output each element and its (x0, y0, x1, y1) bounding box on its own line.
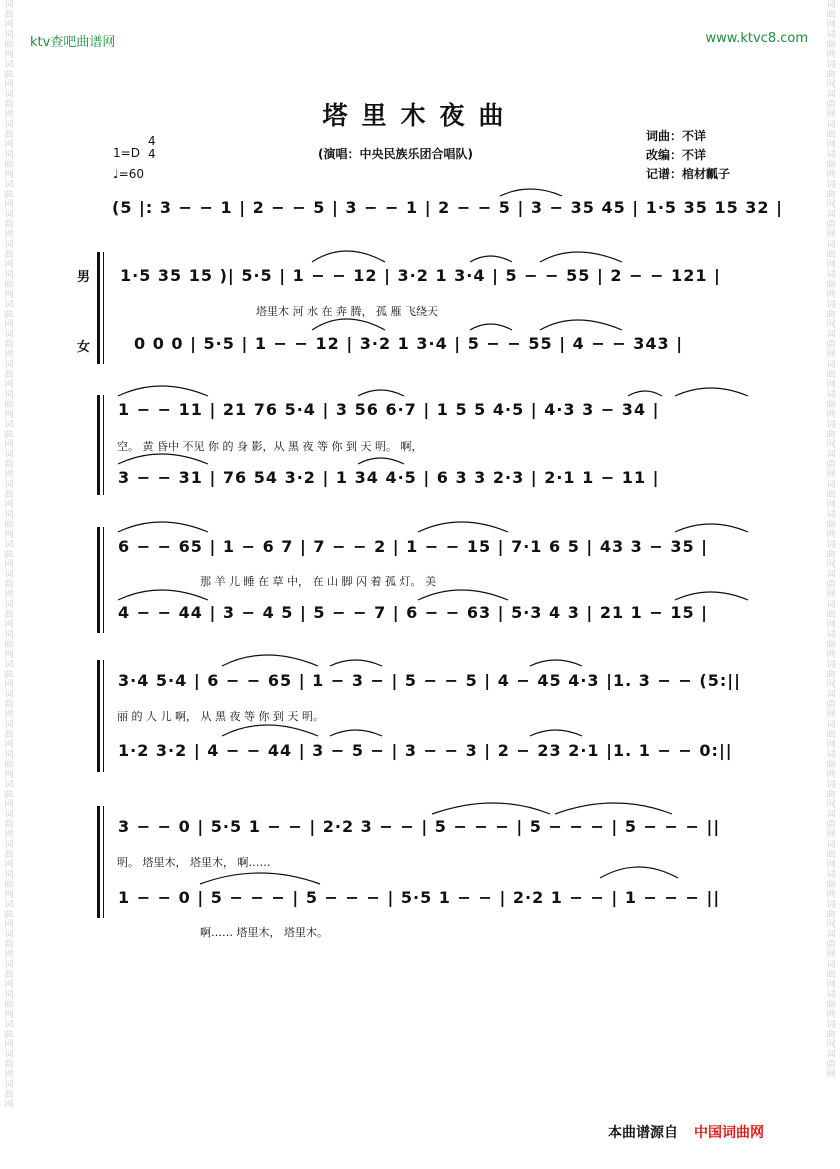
site-name-left[interactable]: ktv查吧曲谱网 (30, 35, 116, 50)
sys2-female-notes: 3 − − 31 | 76 54 3·2 | 1 34 4·5 | 6 3 3 2·3 | 2·1 1 − 11 | (118, 468, 660, 487)
sys2-male-notes: 1 − − 11 | 21 76 5·4 | 3 56 6·7 | 1 5 5 4·5 | 4·3 3 − 34 | (118, 400, 660, 419)
sys5-female-notes: 1 − − 0 | 5 − − − | 5 − − − | 5·5 1 − − | 2·2 1 − − | 1 − − − || (118, 888, 721, 907)
slur (418, 522, 508, 532)
slur (530, 730, 582, 736)
performer-line: (演唱：中央民族乐团合唱队) (318, 147, 473, 161)
slur (470, 324, 512, 330)
slur (530, 660, 582, 666)
slur (330, 660, 382, 666)
slur (118, 590, 208, 600)
lyricist: 词曲：不详 (646, 129, 707, 143)
slur (118, 522, 208, 532)
female-label: 女 (77, 340, 91, 355)
slur (418, 590, 508, 600)
tempo-marking: ♩=60 (113, 167, 144, 181)
sys4-male-notes: 3·4 5·4 | 6 − − 65 | 1 − 3 − | 5 − − 5 | 4 − 45 4·3 |1. 3 − − (5:|| (118, 671, 741, 690)
sys3-male-notes: 6 − − 65 | 1 − 6 7 | 7 − − 2 | 1 − − 15 | 7·1 6 5 | 43 3 − 35 | (118, 537, 709, 556)
slur (470, 256, 512, 262)
intro-notes: (5 |: 3 − − 1 | 2 − − 5 | 3 − − 1 | 2 − − 5 | 3 − 35 45 | 1·5 35 15 32 | (112, 198, 783, 217)
sys4-female-notes: 1·2 3·2 | 4 − − 44 | 3 − 5 − | 3 − − 3 | 2 − 23 2·1 |1. 1 − − 0:|| (118, 741, 733, 760)
slur (432, 803, 550, 814)
sys5-lyrics: 明。 塔里木， 塔里木， 啊…… (117, 856, 271, 869)
slur (222, 655, 318, 666)
sys4-lyrics: 丽 的 人 儿 啊， 从 黑 夜 等 你 到 天 明。 (117, 710, 324, 723)
slur (500, 189, 562, 196)
slur (200, 873, 320, 884)
slur (222, 725, 318, 736)
slur (540, 320, 622, 330)
sys1-female-notes: 0 0 0 | 5·5 | 1 − − 12 | 3·2 1 3·4 | 5 − − 55 | 4 − − 343 | (134, 334, 684, 353)
site-url-right[interactable]: www.ktvc8.com (705, 31, 808, 46)
arranger: 改编：不详 (646, 148, 707, 162)
slur (600, 867, 678, 878)
slur (330, 730, 382, 736)
watermark-left: 词曲网词曲网词曲网词曲网词曲网词曲网词曲网词曲网词曲网词曲网词曲网词曲网词曲网词曲网词曲网词曲网词曲网词曲网词曲网词曲网词曲网词曲网词曲网词曲网词曲网词曲网词曲网词曲网词曲网词曲网词曲网词曲网词曲网词曲网词曲网词曲网词曲网 (4, 0, 14, 1110)
sys1-male-notes: 1·5 35 15 )| 5·5 | 1 − − 12 | 3·2 1 3·4 | 5 − − 55 | 2 − − 121 | (120, 266, 721, 285)
song-title: 塔里木夜曲 (322, 101, 518, 130)
slur (358, 458, 404, 464)
slur (675, 592, 748, 600)
sys3-female-notes: 4 − − 44 | 3 − 4 5 | 5 − − 7 | 6 − − 63 | 5·3 4 3 | 21 1 − 15 | (118, 603, 709, 622)
source-label: 本曲谱源自 (608, 1125, 678, 1141)
slur (312, 251, 385, 262)
sys2-lyrics: 空。 黄 昏中 不见 你 的 身 影，从 黑 夜 等 你 到 天 明。 啊， (117, 440, 423, 453)
slur (358, 390, 404, 396)
time-top: 4 (148, 134, 156, 148)
watermark-right: 词曲网词曲网词曲网词曲网词曲网词曲网词曲网词曲网词曲网词曲网词曲网词曲网词曲网词曲网词曲网词曲网词曲网词曲网词曲网词曲网词曲网词曲网词曲网词曲网词曲网词曲网词曲网词曲网词曲网词曲网词曲网词曲网词曲网词曲网词曲网词曲网 (826, 0, 836, 1080)
footer-source (608, 1122, 764, 1142)
slur (675, 524, 748, 532)
slur (118, 386, 208, 396)
sys1-lyrics: 塔里木 河 水 在 奔 腾， 孤 雁 飞绕天 (256, 305, 438, 318)
time-bottom: 4 (148, 147, 156, 161)
slur (118, 454, 208, 464)
key-signature: 1=D (113, 146, 140, 160)
sys3-lyrics: 那 羊 儿 睡 在 草 中， 在 山 脚 闪 着 孤 灯。 美 (200, 575, 436, 588)
sys5-lyrics-2: 啊…… 塔里木， 塔里木。 (200, 926, 328, 939)
slur (675, 388, 748, 396)
sys5-male-notes: 3 − − 0 | 5·5 1 − − | 2·2 3 − − | 5 − − − | 5 − − − | 5 − − − || (118, 817, 721, 836)
transcriber: 记谱：棺材瓤子 (646, 167, 731, 181)
slur (540, 252, 622, 262)
male-label: 男 (77, 270, 91, 285)
slur (312, 319, 385, 330)
source-site-link[interactable]: 中国词曲网 (694, 1125, 764, 1141)
slur (555, 803, 672, 814)
slur (628, 391, 662, 396)
